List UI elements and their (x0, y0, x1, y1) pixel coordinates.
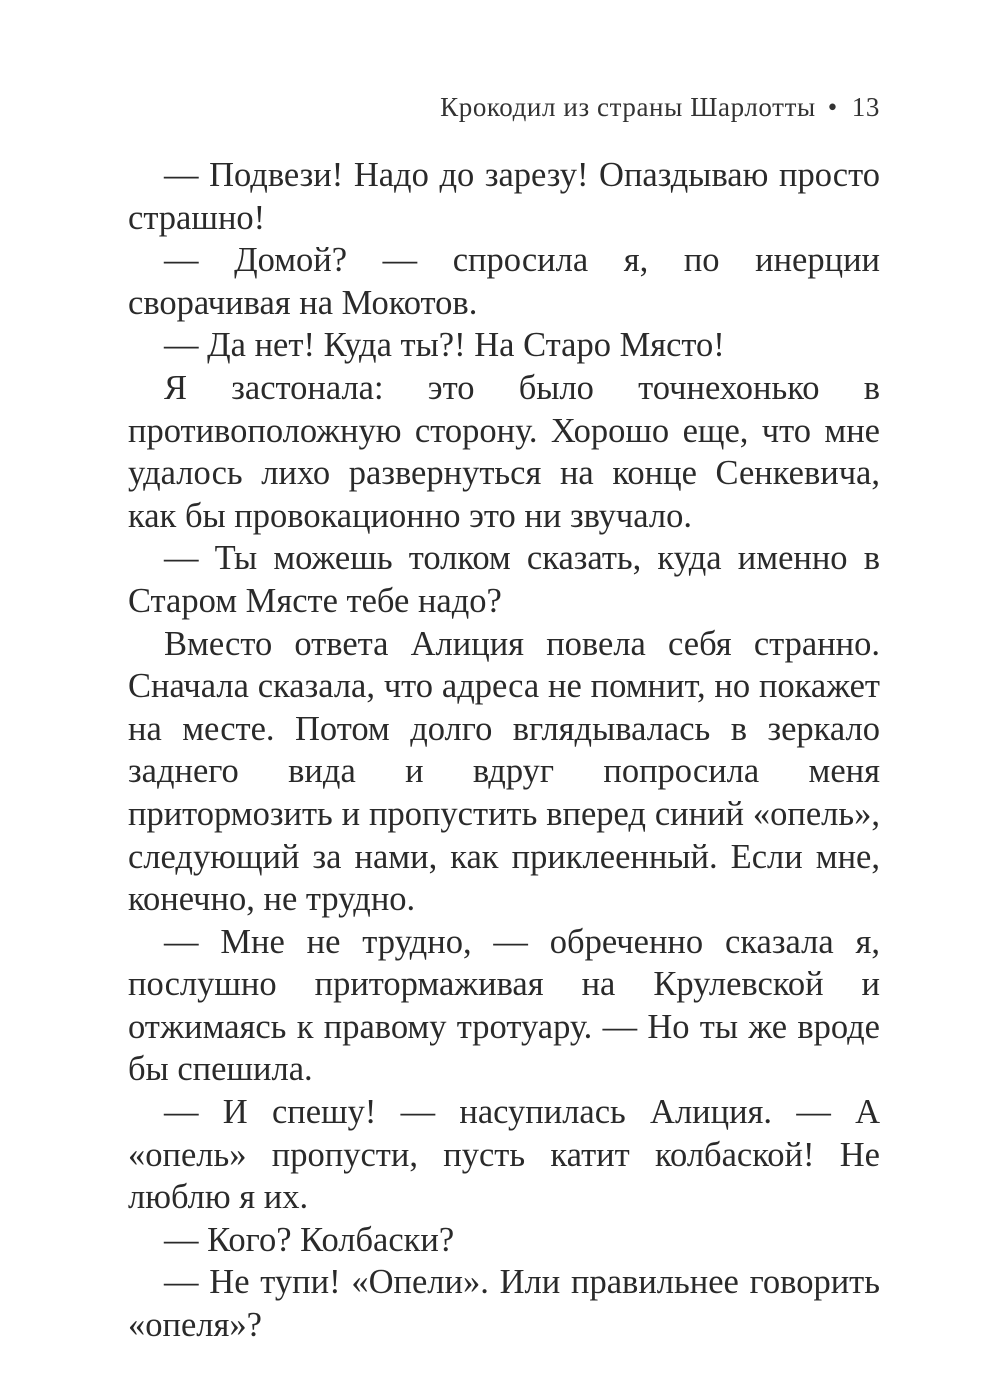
paragraph: — Мне не трудно, — обреченно сказала я, послушно притормаживая на Крулевской и отжимаясь к правому тротуару. — Но ты же вроде бы спешила. (128, 922, 880, 1089)
paragraph: — И спешу! — насупилась Алиция. — А «опель» пропусти, пусть катит колбаской! Не люблю я их. (128, 1093, 880, 1217)
paragraph: — Не тупи! «Опели». Или правильнее говорить «опеля»? (128, 1263, 880, 1345)
paragraph: — Ты можешь толком сказать, куда именно в Старом Мясте тебе надо? (128, 539, 880, 620)
paragraph: — Подвези! Надо до зарезу! Опаздываю просто страшно! (128, 156, 880, 237)
paragraph: Вместо ответа Алиция повела себя странно. Сначала сказала, что адреса не помнит, но покажет на месте. Потом долго вглядывалась в зеркало заднего вида и вдруг попросила меня притормозить и пропустить вперед синий «опель», следующий за нами, как приклеенный. Если мне, конечно, не трудно. (128, 624, 880, 919)
running-head (440, 92, 880, 123)
running-head-title: Крокодил из страны Шарлотты (440, 92, 816, 122)
running-head-separator: • (827, 92, 838, 122)
paragraph: — Кого? Колбаски? (164, 1220, 455, 1259)
paragraph: — Домой? — спросила я, по инерции сворачивая на Мокотов. (128, 241, 880, 322)
paragraph: Я застонала: это было точнехонько в противоположную сторону. Хорошо еще, что мне удалось лихо развернуться на конце Сенкевича, как бы провокационно это ни звучало. (128, 368, 880, 535)
paragraph: — Да нет! Куда ты?! На Старо Място! (164, 326, 725, 365)
page-number: 13 (851, 92, 880, 122)
body-text (128, 154, 880, 1347)
